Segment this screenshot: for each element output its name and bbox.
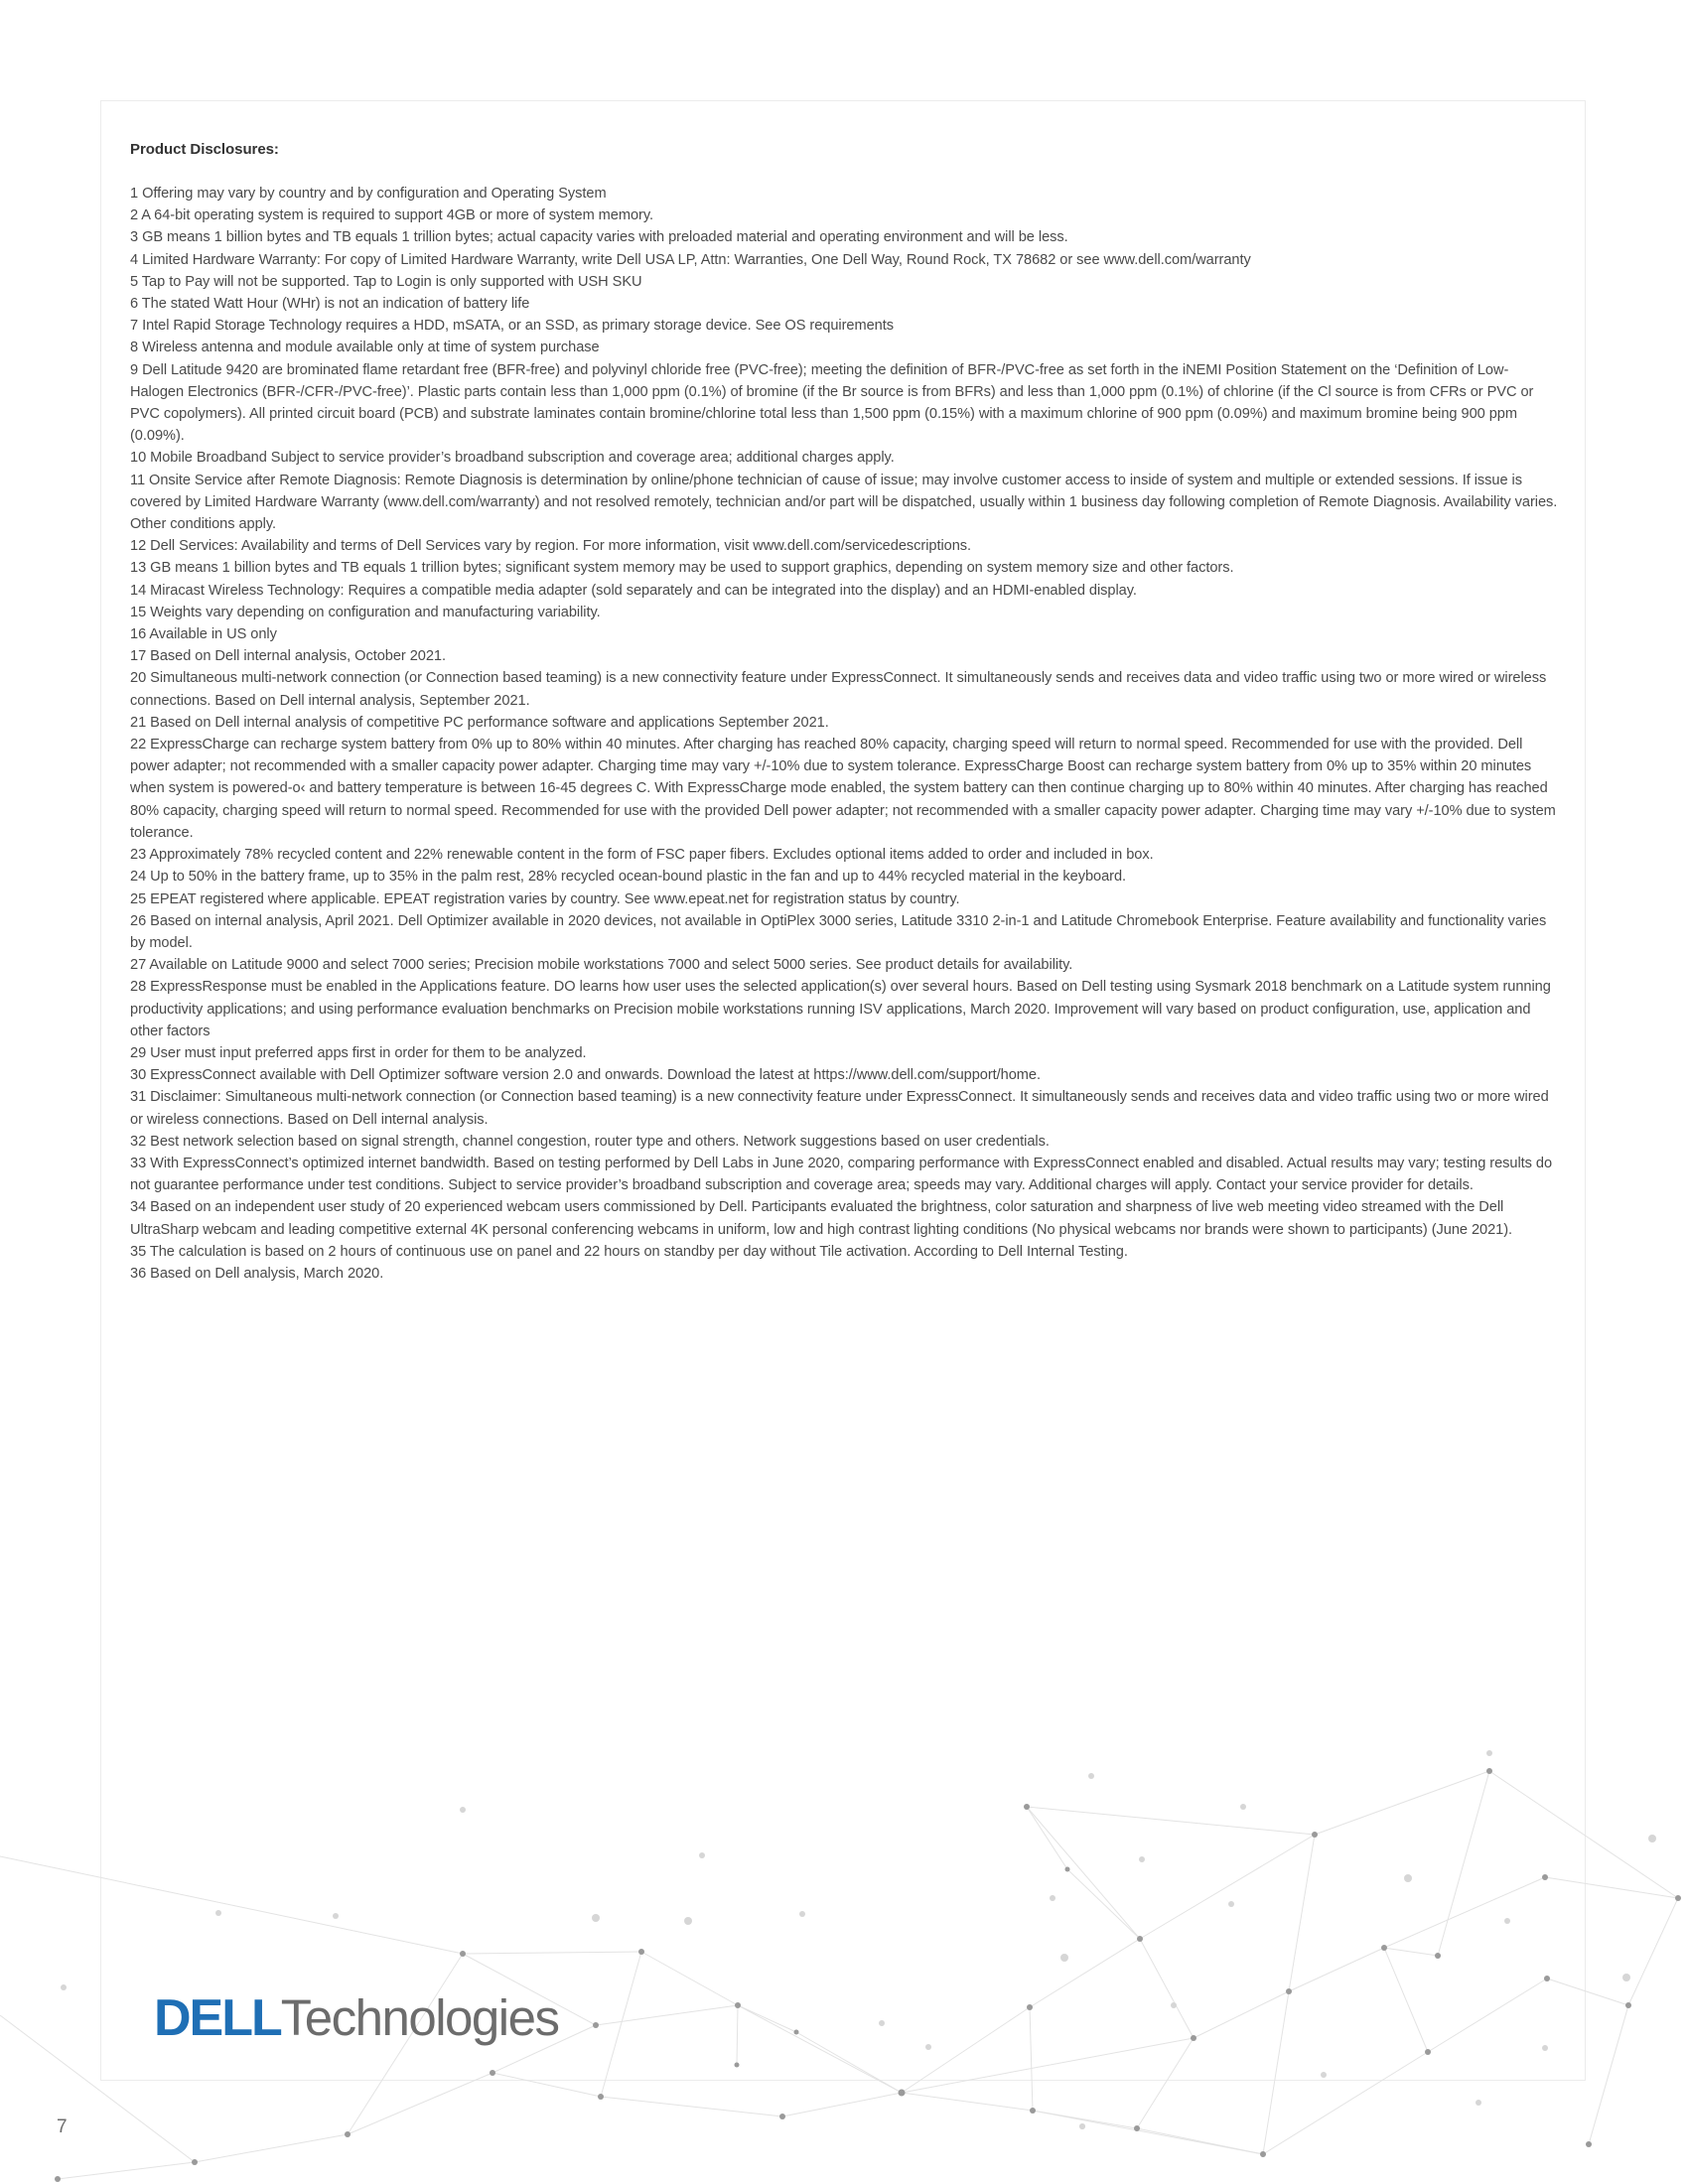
disclosure-note: 31 Disclaimer: Simultaneous multi-network connection (or Connection based teaming) is a new connectivity feature under ExpressConnect. It simultaneously sends and receives data and video traffic using two or more wired or wireless connections. Based on Dell internal analysis. <box>130 1089 1549 1128</box>
disclosure-note: 7 Intel Rapid Storage Technology requires a HDD, mSATA, or an SSD, as primary storage device. See OS requirements <box>130 318 894 335</box>
disclosure-note: 17 Based on Dell internal analysis, October 2021. <box>130 648 446 665</box>
disclosure-note: 16 Available in US only <box>130 626 277 643</box>
disclosure-note: 15 Weights vary depending on configuration and manufacturing variability. <box>130 604 601 620</box>
disclosure-note: 13 GB means 1 billion bytes and TB equals 1 trillion bytes; significant system memory may be used to support graphics, depending on system memory size and other factors. <box>130 560 1234 577</box>
disclosure-note: 3 GB means 1 billion bytes and TB equals 1 trillion bytes; actual capacity varies with preloaded material and operating environment and will be less. <box>130 229 1068 246</box>
disclosures-heading: Product Disclosures: <box>130 141 279 158</box>
dell-logo-mark: DELL <box>154 1989 281 2047</box>
disclosure-note: 33 With ExpressConnect’s optimized internet bandwidth. Based on testing performed by Dell Labs in June 2020, comparing performance with ExpressConnect enabled and disabled. Actual results may vary; testing results do not guarantee performance under test conditions. Subject to service provider’s broadband subscription and coverage area; speeds may vary. Additional charges will apply. Contact your service provider for details. <box>130 1155 1553 1194</box>
dell-technologies-logo <box>154 1983 558 2053</box>
disclosure-note: 8 Wireless antenna and module available only at time of system purchase <box>130 340 600 356</box>
disclosure-note: 34 Based on an independent user study of 20 experienced webcam users commissioned by Dell. Participants evaluated the brightness, color saturation and sharpness of live web meeting video streamed with the Dell UltraSharp webcam and leading competitive external 4K personal conferencing webcams in uniform, low and high contrast lighting conditions (No physical webcams nor brands were shown to participants) (June 2021). <box>130 1199 1513 1238</box>
disclosure-note: 6 The stated Watt Hour (WHr) is not an indication of battery life <box>130 296 530 313</box>
disclosures-section <box>130 139 1560 1285</box>
disclosure-note: 1 Offering may vary by country and by configuration and Operating System <box>130 186 607 202</box>
disclosure-note: 32 Best network selection based on signal strength, channel congestion, router type and others. Network suggestions based on user credentials. <box>130 1133 1050 1150</box>
disclosure-note: 2 A 64-bit operating system is required to support 4GB or more of system memory. <box>130 207 654 224</box>
disclosure-note: 10 Mobile Broadband Subject to service provider’s broadband subscription and coverage area; additional charges apply. <box>130 450 895 467</box>
disclosure-note: 21 Based on Dell internal analysis of competitive PC performance software and applications September 2021. <box>130 714 829 731</box>
disclosure-note: 29 User must input preferred apps first in order for them to be analyzed. <box>130 1044 587 1061</box>
disclosure-note: 12 Dell Services: Availability and terms of Dell Services vary by region. For more information, visit www.dell.com/servicedescriptions. <box>130 538 972 555</box>
disclosure-note: 22 ExpressCharge can recharge system battery from 0% up to 80% within 40 minutes. After charging has reached 80% capacity, charging speed will return to normal speed. Recommended for use with the provided. Dell power adapter; not recommended with a smaller capacity power adapter. Charging time may vary +/-10% due to system tolerance. ExpressCharge Boost can recharge system battery from 0% up to 35% within 20 minutes when system is powered-o‹ and battery temperature is between 16-45 degrees C. With ExpressCharge mode enabled, the system battery can then continue charging up to 80% within 40 minutes. After charging has reached 80% capacity, charging speed will return to normal speed. Recommended for use with the provided Dell power adapter; not recommended with a smaller capacity power adapter. Charging time may vary +/-10% due to system tolerance. <box>130 737 1556 841</box>
disclosure-note: 4 Limited Hardware Warranty: For copy of Limited Hardware Warranty, write Dell USA LP, Attn: Warranties, One Dell Way, Round Rock, TX 78682 or see www.dell.com/warranty <box>130 251 1251 268</box>
disclosure-note: 5 Tap to Pay will not be supported. Tap to Login is only supported with USH SKU <box>130 273 642 290</box>
disclosure-note: 30 ExpressConnect available with Dell Optimizer software version 2.0 and onwards. Download the latest at https://www.dell.com/support/home. <box>130 1067 1041 1084</box>
disclosure-note: 20 Simultaneous multi-network connection (or Connection based teaming) is a new connectivity feature under ExpressConnect. It simultaneously sends and receives data and video traffic using two or more wired or wireless connections. Based on Dell internal analysis, September 2021. <box>130 670 1547 709</box>
page-number: 7 <box>57 2116 68 2137</box>
disclosure-note: 35 The calculation is based on 2 hours of continuous use on panel and 22 hours on standby per day without Tile activation. According to Dell Internal Testing. <box>130 1243 1128 1260</box>
disclosure-note: 24 Up to 50% in the battery frame, up to 35% in the palm rest, 28% recycled ocean-bound plastic in the fan and up to 44% recycled material in the keyboard. <box>130 869 1127 886</box>
disclosure-note: 9 Dell Latitude 9420 are brominated flame retardant free (BFR-free) and polyvinyl chloride free (PVC-free); meeting the definition of BFR-/PVC-free as set forth in the iNEMI Position Statement on the ‘Definition of Low-Halogen Electronics (BFR-/CFR-/PVC-free)’. Plastic parts contain less than 1,000 ppm (0.1%) of bromine (if the Br source is from BFRs) and less than 1,000 ppm (0.1%) of chlorine (if the Cl source is from CFRs or PVC or PVC copolymers). All printed circuit board (PCB) and substrate laminates contain bromine/chlorine total less than 1,500 ppm (0.15%) with a maximum chlorine of 900 ppm (0.09%) and maximum bromine being 900 ppm (0.09%). <box>130 361 1534 445</box>
disclosure-note: 14 Miracast Wireless Technology: Requires a compatible media adapter (sold separately and can be integrated into the display) and an HDMI-enabled display. <box>130 582 1137 599</box>
disclosure-note: 11 Onsite Service after Remote Diagnosis: Remote Diagnosis is determination by online/phone technician of cause of issue; may involve customer access to inside of system and multiple or extended sessions. If issue is covered by Limited Hardware Warranty (www.dell.com/warranty) and not resolved remotely, technician and/or part will be dispatched, usually within 1 business day following completion of Remote Diagnosis. Availability varies. Other conditions apply. <box>130 472 1558 533</box>
disclosure-note: 23 Approximately 78% recycled content and 22% renewable content in the form of FSC paper fibers. Excludes optional items added to order and included in box. <box>130 847 1154 864</box>
disclosure-note: 26 Based on internal analysis, April 2021. Dell Optimizer available in 2020 devices, not available in OptiPlex 3000 series, Latitude 3310 2-in-1 and Latitude Chromebook Enterprise. Feature availability and functionality varies by model. <box>130 912 1547 951</box>
disclosure-note: 36 Based on Dell analysis, March 2020. <box>130 1265 384 1282</box>
disclosures-list <box>130 183 1560 1285</box>
disclosure-note: 27 Available on Latitude 9000 and select 7000 series; Precision mobile workstations 7000 and select 5000 series. See product details for availability. <box>130 957 1073 974</box>
logo-wordmark: Technologies <box>280 1989 559 2046</box>
disclosure-note: 28 ExpressResponse must be enabled in the Applications feature. DO learns how user uses the selected application(s) over several hours. Based on Dell testing using Sysmark 2018 benchmark on a Latitude system running productivity applications; and using performance evaluation benchmarks on Precision mobile workstations running ISV applications, March 2020. Improvement will vary based on product configuration, use, application and other factors <box>130 979 1551 1039</box>
disclosure-note: 25 EPEAT registered where applicable. EPEAT registration varies by country. See www.epeat.net for registration status by country. <box>130 890 960 907</box>
